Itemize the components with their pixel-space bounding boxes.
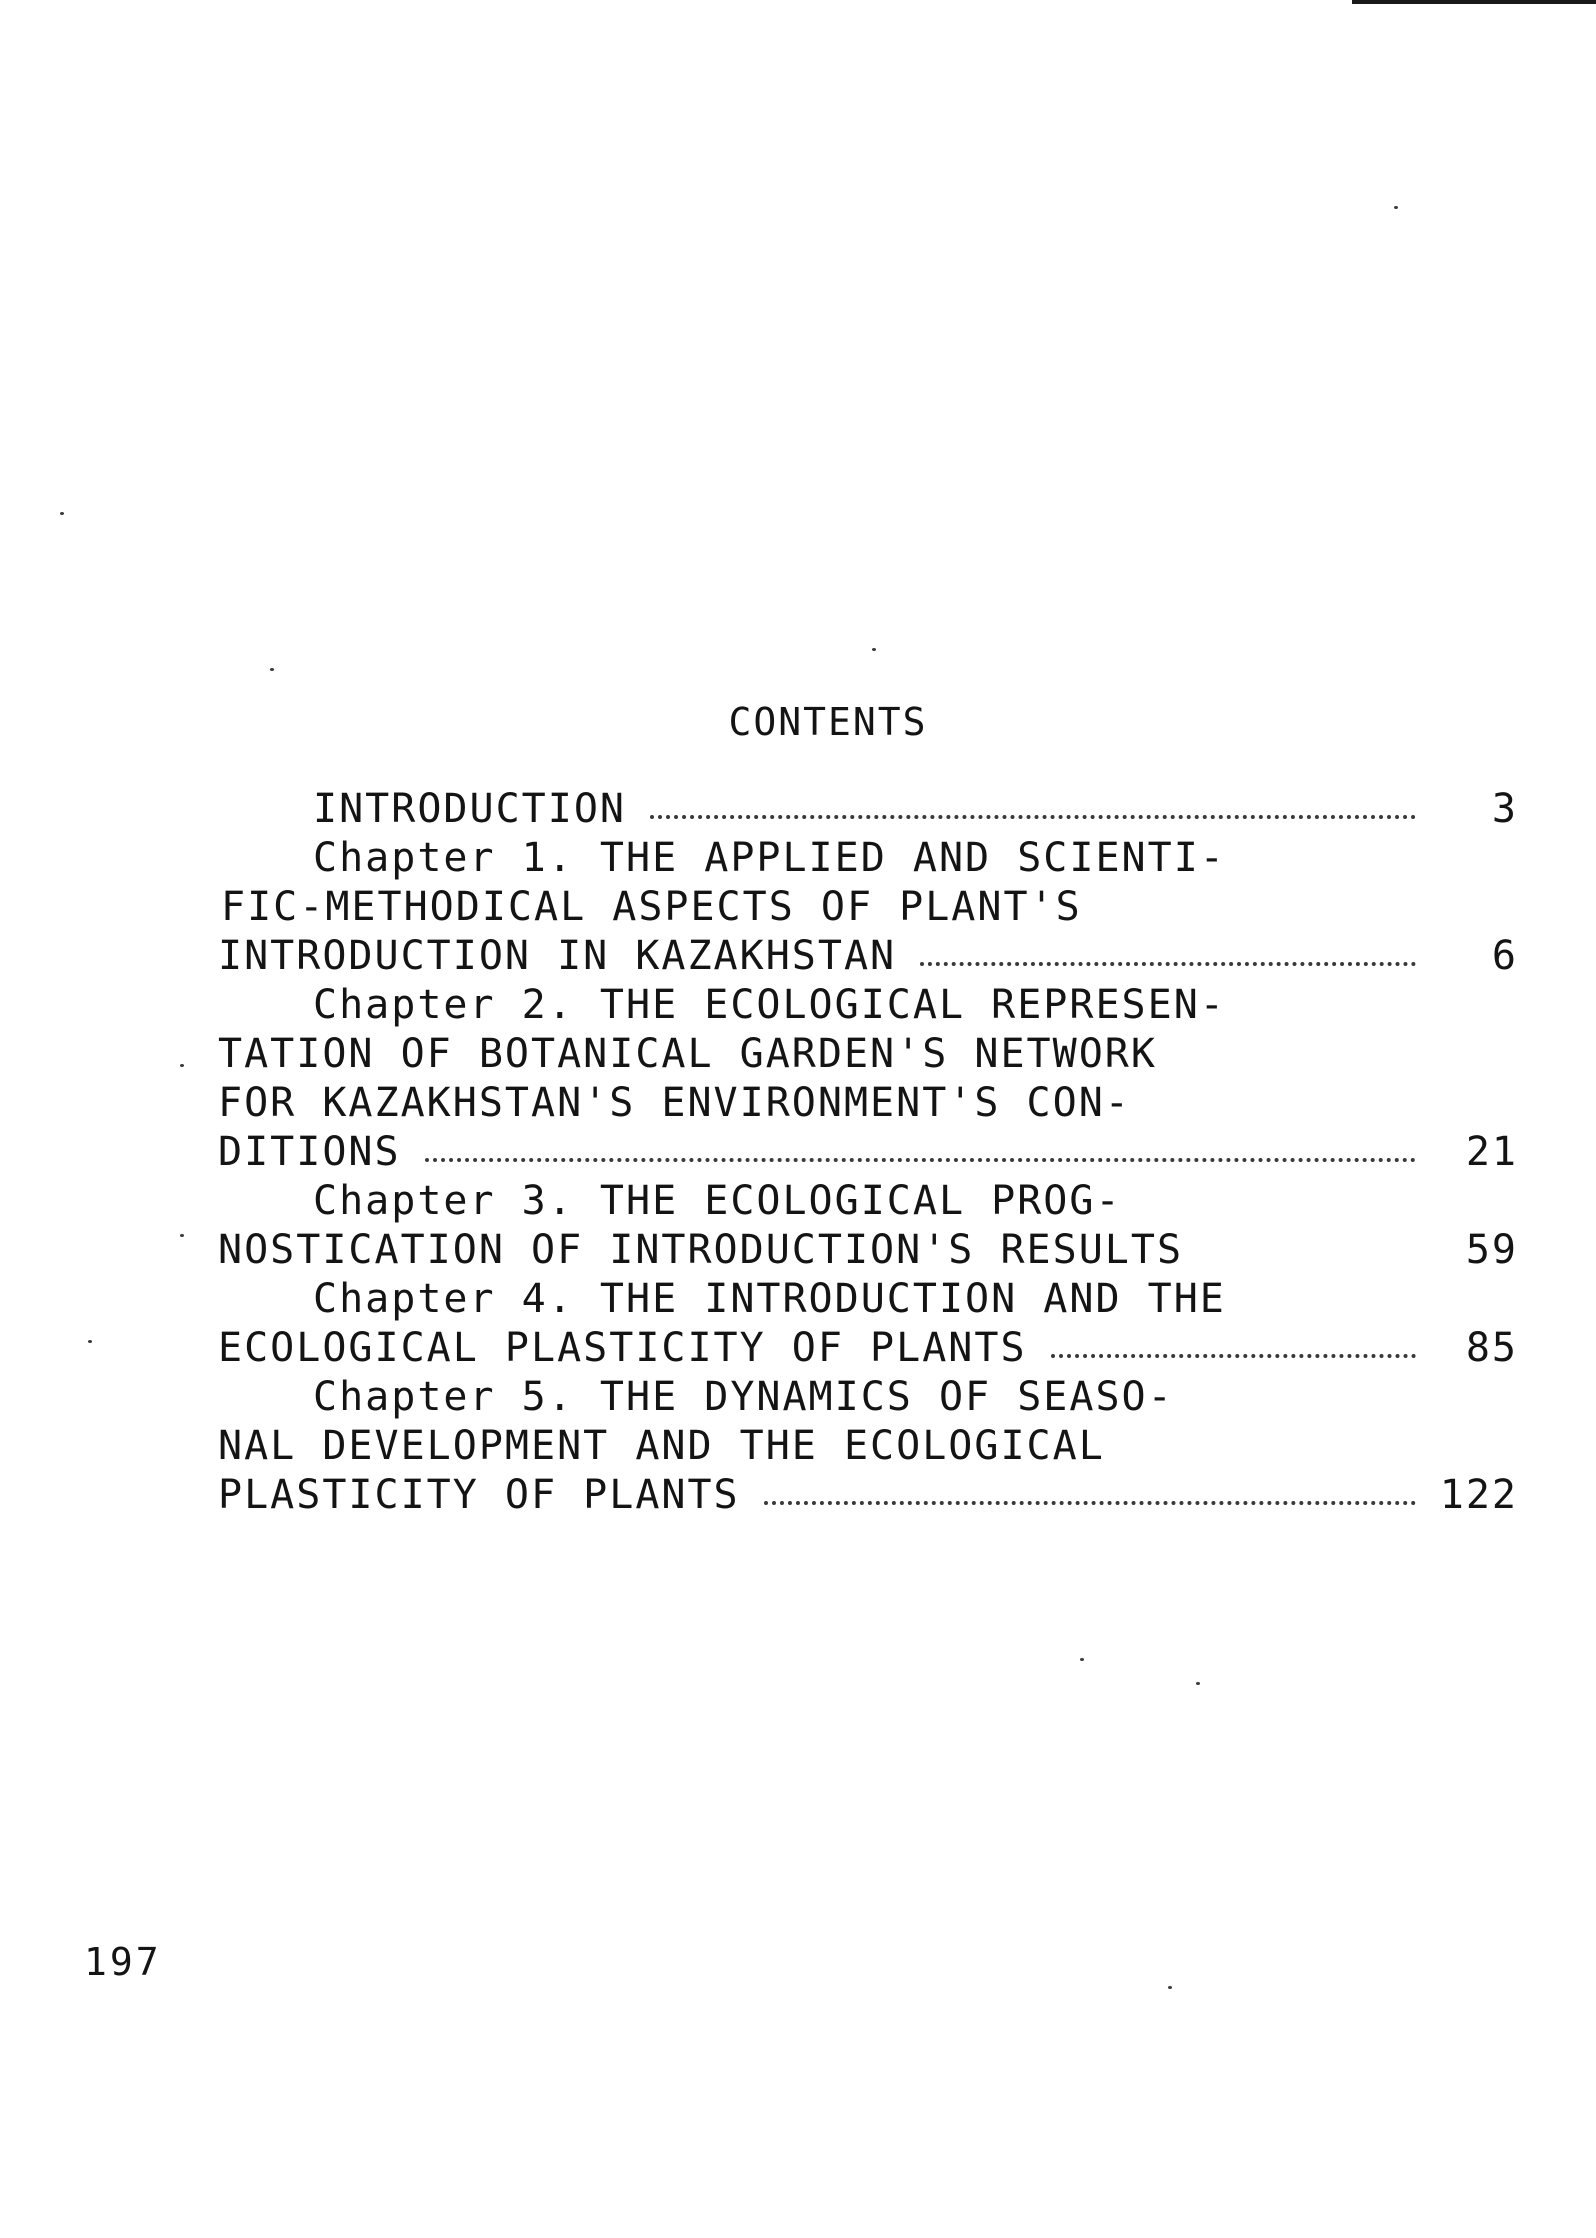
contents-heading: CONTENTS (728, 700, 928, 744)
toc-page-number: 85 (1465, 1325, 1518, 1371)
toc-entry-title: FIC-METHODICAL ASPECTS OF PLANT'S (221, 884, 1082, 930)
toc-entry-chapter-4-line[interactable] (218, 1324, 1518, 1373)
toc-page-number: 6 (1491, 933, 1518, 979)
toc-entry-introduction[interactable] (218, 785, 1518, 834)
toc-entry-title: FOR KAZAKHSTAN'S ENVIRONMENT'S CON- (218, 1080, 1131, 1126)
scan-speck (1168, 1986, 1172, 1989)
scan-speck (872, 648, 876, 651)
scan-speck (180, 1234, 184, 1237)
toc-entry-title: PLASTICITY OF PLANTS (218, 1472, 740, 1518)
scan-speck (60, 512, 64, 515)
toc-entry-title: Chapter 3. THE ECOLOGICAL PROG- (313, 1178, 1122, 1224)
toc-entry-title: Chapter 5. THE DYNAMICS OF SEASO- (313, 1374, 1174, 1420)
toc-entry-chapter-2-line[interactable] (218, 1128, 1518, 1177)
toc-entry-chapter-1-line[interactable] (218, 834, 1518, 883)
toc-entry-chapter-3-line[interactable] (218, 1226, 1518, 1275)
scan-speck (1080, 1658, 1084, 1661)
page-number: 197 (84, 1940, 162, 1984)
toc-entry-title: NOSTICATION OF INTRODUCTION'S RESULTS (218, 1227, 1184, 1273)
toc-page-number: 59 (1465, 1227, 1518, 1273)
toc-entry-title: NAL DEVELOPMENT AND THE ECOLOGICAL (218, 1423, 1105, 1469)
toc-entry-chapter-1-line[interactable] (218, 932, 1518, 981)
toc-entry-title: TATION OF BOTANICAL GARDEN'S NETWORK (218, 1031, 1157, 1077)
dot-leader (764, 1471, 1416, 1505)
toc-entry-title: Chapter 2. THE ECOLOGICAL REPRESEN- (313, 982, 1226, 1028)
table-of-contents (218, 785, 1518, 1520)
toc-entry-title: ECOLOGICAL PLASTICITY OF PLANTS (218, 1325, 1027, 1371)
toc-page-number: 3 (1491, 786, 1518, 832)
scan-speck (1394, 206, 1398, 209)
toc-entry-title: DITIONS (218, 1129, 401, 1175)
toc-entry-chapter-5-line[interactable] (218, 1422, 1518, 1471)
toc-entry-chapter-4-line[interactable] (218, 1275, 1518, 1324)
dot-leader (425, 1128, 1416, 1162)
toc-page-number: 122 (1439, 1472, 1518, 1518)
top-edge-rule (1352, 0, 1596, 4)
dot-leader (920, 932, 1416, 966)
toc-entry-title: INTRODUCTION (313, 786, 626, 832)
scan-speck (270, 668, 274, 671)
toc-entry-title: INTRODUCTION IN KAZAKHSTAN (218, 933, 897, 979)
scan-speck (88, 1340, 92, 1343)
toc-entry-chapter-2-line[interactable] (218, 1030, 1518, 1079)
dot-leader (1207, 1226, 1416, 1260)
toc-entry-chapter-2-line[interactable] (218, 1079, 1518, 1128)
scan-speck (180, 1064, 184, 1067)
toc-page-number: 21 (1465, 1129, 1518, 1175)
toc-entry-chapter-2-line[interactable] (218, 981, 1518, 1030)
toc-entry-chapter-3-line[interactable] (218, 1177, 1518, 1226)
toc-entry-chapter-1-line[interactable] (221, 883, 1518, 932)
scan-speck (1196, 1682, 1200, 1685)
dot-leader (650, 785, 1416, 819)
toc-entry-chapter-5-line[interactable] (218, 1471, 1518, 1520)
toc-entry-title: Chapter 1. THE APPLIED AND SCIENTI- (313, 835, 1226, 881)
toc-entry-title: Chapter 4. THE INTRODUCTION AND THE (313, 1276, 1226, 1322)
toc-entry-chapter-5-line[interactable] (218, 1373, 1518, 1422)
dot-leader (1051, 1324, 1416, 1358)
